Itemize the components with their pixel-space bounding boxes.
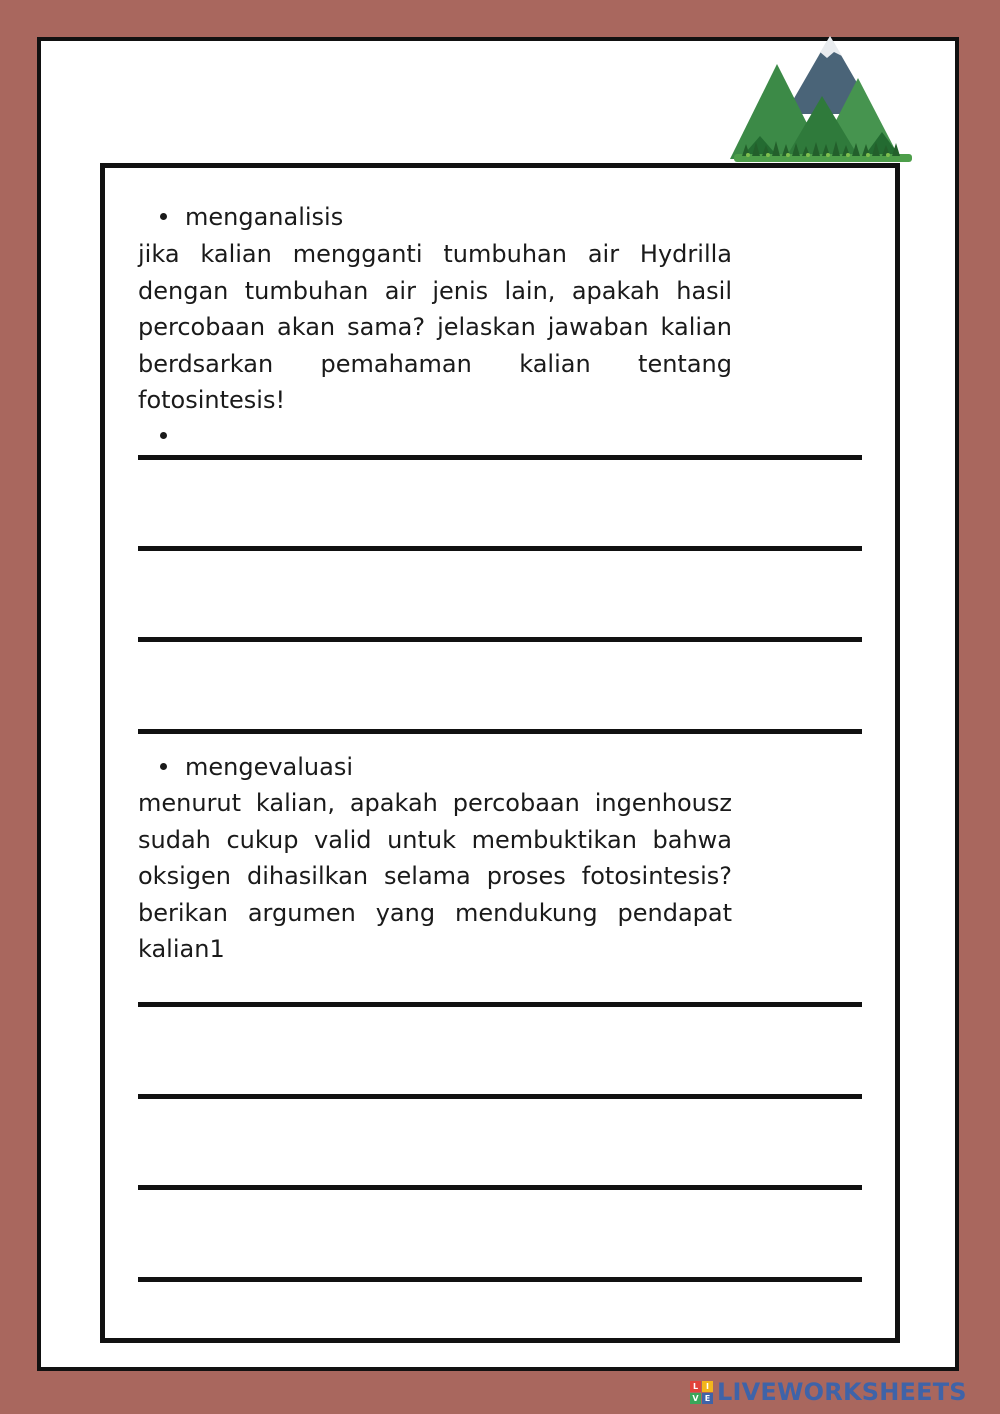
section1-question: jika kalian mengganti tumbuhan air Hydrilla dengan tumbuhan air jenis lain, apakah hasil percobaan akan sama? jelaskan jawaban kalian berdsarkan pemahaman kalian tentang fotosintesis!	[138, 240, 732, 415]
section1-heading	[160, 202, 343, 232]
empty-bullet-icon	[160, 432, 167, 439]
answer-line-2[interactable]	[138, 546, 862, 551]
answer-line-5[interactable]	[138, 1002, 862, 1007]
answer-line-8[interactable]	[138, 1277, 862, 1282]
bullet-icon	[160, 763, 167, 770]
watermark-text: LIVEWORKSHEETS	[717, 1378, 967, 1406]
section2-heading	[160, 752, 353, 782]
logo-letter-l: L	[690, 1381, 701, 1392]
section1-heading-text: menganalisis	[185, 203, 344, 231]
mountains-icon	[730, 34, 915, 166]
answer-line-1[interactable]	[138, 455, 862, 460]
section2-heading-text: mengevaluasi	[185, 753, 354, 781]
answer-line-7[interactable]	[138, 1185, 862, 1190]
section2-question: menurut kalian, apakah percobaan ingenhousz sudah cukup valid untuk membuktikan bahwa oksigen dihasilkan selama proses fotosintesis? berikan argumen yang mendukung pendapat kalian1	[138, 789, 732, 964]
logo-letter-e: E	[702, 1393, 713, 1404]
logo-letter-i: I	[702, 1381, 713, 1392]
answer-line-6[interactable]	[138, 1094, 862, 1099]
liveworksheets-watermark	[690, 1377, 967, 1407]
answer-line-3[interactable]	[138, 637, 862, 642]
bullet-icon	[160, 213, 167, 220]
liveworksheets-logo-icon	[690, 1381, 713, 1404]
answer-line-4[interactable]	[138, 729, 862, 734]
logo-letter-v: V	[690, 1393, 701, 1404]
